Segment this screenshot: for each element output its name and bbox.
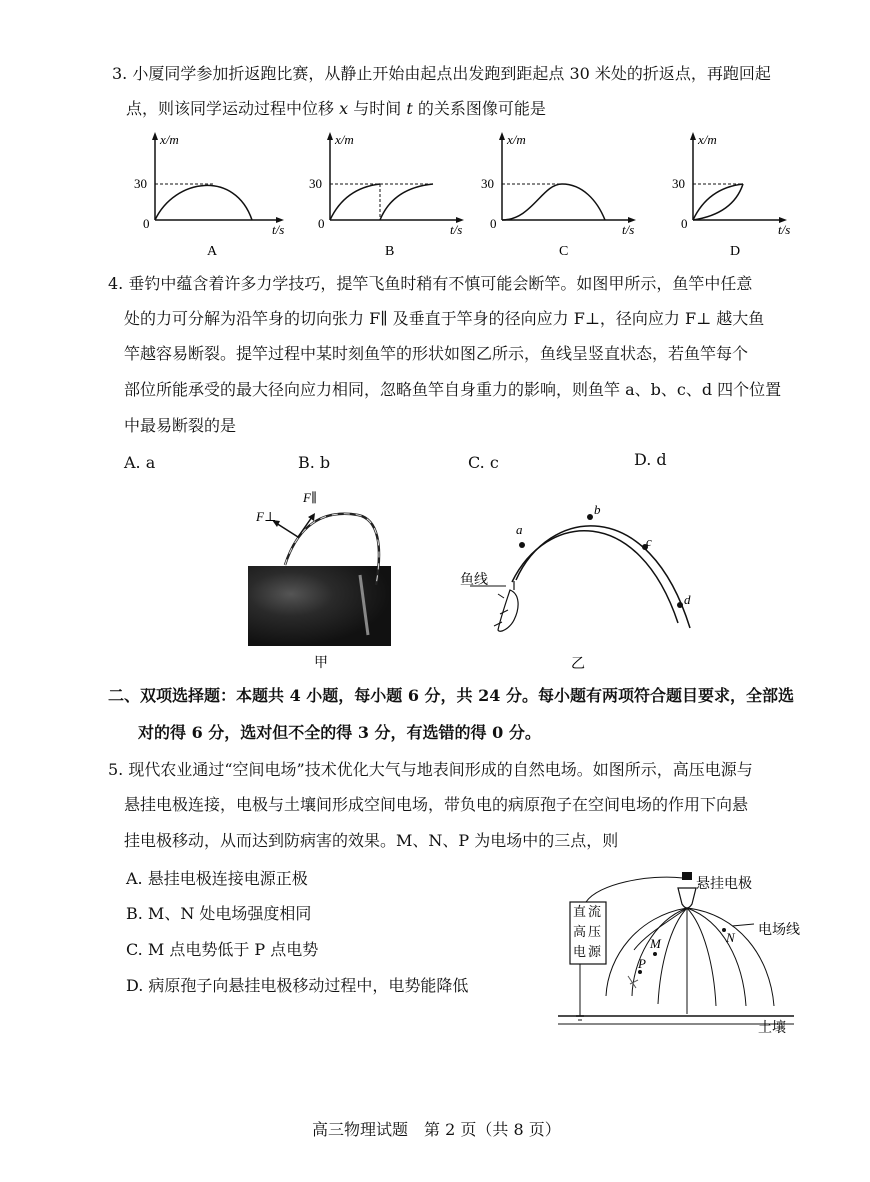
point-a-label: a [516, 522, 523, 537]
point-n-label: N [726, 930, 735, 945]
graph-a-origin: 0 [143, 216, 150, 231]
source-char-5: 电 [573, 944, 587, 959]
graph-b-ylabel: x/m [335, 132, 354, 147]
graph-c-label: C [559, 244, 569, 259]
q5-line-1: 5. 现代农业通过“空间电场”技术优化大气与地表间形成的自然电场。如图所示，高压电源与 [108, 760, 753, 779]
q4-line-2: 处的力可分解为沿竿身的切向张力 F∥ 及垂直于竿身的径向应力 F⊥，径向应力 F⊥ 越大鱼 [124, 309, 765, 328]
graph-d-label: D [730, 244, 741, 259]
q5-option-a: A. 悬挂电极连接电源正极 [126, 869, 308, 888]
q4-option-c: C. c [468, 453, 499, 472]
f-perp-label: F⊥ [256, 509, 277, 524]
graph-a-ytick: 30 [134, 176, 147, 191]
point-d-label: d [684, 592, 691, 607]
source-char-3: 高 [573, 924, 587, 939]
soil-label: 土壤 [758, 1021, 786, 1036]
section2-line-2: 对的得 6 分，选对但不全的得 3 分，有选错的得 0 分。 [138, 723, 541, 742]
fig-jia [248, 485, 393, 670]
graph-b [309, 130, 475, 260]
graph-c [481, 130, 647, 260]
q4-option-a: A. a [124, 453, 156, 472]
q4-line-4: 部位所能承受的最大径向应力相同，忽略鱼竿自身重力的影响，则鱼竿 a、b、c、d 四个位置 [124, 380, 782, 399]
graph-d-ylabel: x/m [698, 132, 717, 147]
graph-d [672, 130, 808, 260]
graph-d-ytick: 30 [672, 176, 685, 191]
q5-figure [558, 866, 808, 1036]
q3-line-1: 3. 小厦同学参加折返跑比赛，从静止开始由起点出发跑到距起点 30 米处的折返点，再跑回起 [112, 64, 771, 83]
source-char-2: 流 [588, 904, 602, 919]
graph-a-xlabel: t/s [272, 222, 285, 237]
electrode-hanger [682, 872, 692, 880]
graph-b-label: B [385, 244, 395, 259]
q4-line-1: 4. 垂钓中蕴含着许多力学技巧，提竿飞鱼时稍有不慎可能会断竿。如图甲所示，鱼竿中任意 [108, 274, 753, 293]
source-char-4: 压 [588, 924, 602, 939]
electrode-icon [678, 888, 696, 908]
point-p-label: P [638, 956, 646, 971]
point-c-label: c [646, 534, 652, 549]
fig-jia-caption: 甲 [314, 656, 328, 671]
q5-option-c: C. M 点电势低于 P 点电势 [126, 940, 319, 959]
q4-option-b: B. b [298, 453, 331, 472]
q3-line-2: 点，则该同学运动过程中位移 x 与时间 t 的关系图像可能是 [126, 99, 546, 118]
source-char-1: 直 [573, 904, 587, 919]
page-footer: 高三物理试题 第 2 页（共 8 页） [312, 1120, 561, 1139]
fishing-line-label: 鱼线 [460, 573, 488, 588]
graph-a-ylabel: x/m [160, 132, 179, 147]
q5-option-b: B. M、N 处电场强度相同 [126, 904, 312, 923]
fig-yi-caption: 乙 [571, 657, 585, 672]
fig-yi [458, 498, 698, 673]
q4-option-d: D. d [634, 450, 667, 469]
graph-c-ytick: 30 [481, 176, 494, 191]
graph-b-origin: 0 [318, 216, 325, 231]
point-b-label: b [594, 502, 601, 517]
q4-line-5: 中最易断裂的是 [124, 416, 237, 435]
electrode-label: 悬挂电极 [696, 877, 752, 892]
graph-b-ytick: 30 [309, 176, 322, 191]
graph-c-xlabel: t/s [622, 222, 635, 237]
graph-a-label: A [207, 244, 218, 259]
f-par-label: F∥ [303, 490, 317, 505]
graph-c-ylabel: x/m [507, 132, 526, 147]
q4-line-3: 竿越容易断裂。提竿过程中某时刻鱼竿的形状如图乙所示，鱼线呈竖直状态，若鱼竿每个 [124, 344, 749, 363]
source-char-6: 源 [588, 944, 602, 959]
field-line-label: 电场线 [758, 923, 800, 938]
point-m-label: M [650, 936, 661, 951]
graph-d-origin: 0 [681, 216, 688, 231]
q5-option-d: D. 病原孢子向悬挂电极移动过程中，电势能降低 [126, 976, 469, 995]
q5-line-3: 挂电极移动，从而达到防病害的效果。M、N、P 为电场中的三点，则 [124, 831, 619, 850]
graph-a [134, 130, 300, 260]
graph-b-xlabel: t/s [450, 222, 463, 237]
graph-d-xlabel: t/s [778, 222, 791, 237]
graph-c-origin: 0 [490, 216, 497, 231]
q5-line-2: 悬挂电极连接，电极与土壤间形成空间电场，带负电的病原孢子在空间电场的作用下向悬 [124, 795, 749, 814]
section2-line-1: 二、双项选择题：本题共 4 小题，每小题 6 分，共 24 分。每小题有两项符合题目要求，全部选 [108, 686, 794, 705]
